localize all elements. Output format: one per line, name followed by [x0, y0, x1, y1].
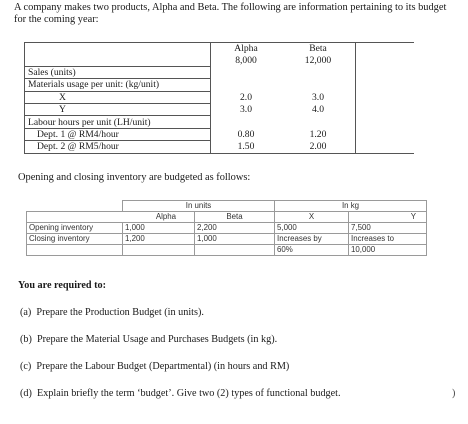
col-header-beta: Beta	[281, 43, 356, 55]
dept2-alpha: 1.50	[211, 141, 282, 153]
group-header-units: In units	[123, 201, 275, 212]
col-header-x: X	[275, 212, 349, 223]
material-y-beta: 4.0	[312, 104, 324, 116]
col-header-alpha: Alpha	[27, 212, 195, 223]
dept2-label: Dept. 2 @ RM5/hour	[25, 141, 211, 153]
opening-y: 7,500	[349, 223, 427, 234]
table-row	[27, 234, 427, 245]
closing-x: Increases by	[275, 234, 349, 245]
table-row	[25, 79, 415, 91]
sales-beta: 12,000	[304, 54, 332, 66]
table-row	[25, 103, 415, 115]
table-row	[25, 141, 415, 153]
closing-y: Increases to	[349, 234, 427, 245]
table-row	[25, 43, 415, 55]
closing-y-cont: 10,000	[349, 245, 427, 256]
question-c: (c) Prepare the Labour Budget (Departmental) (in hours and RM)	[20, 361, 290, 372]
table-row	[25, 66, 415, 78]
sales-label: Sales (units)	[25, 66, 211, 78]
opening-x: 5,000	[275, 223, 349, 234]
sales-alpha: 8,000	[235, 54, 257, 66]
material-x-alpha: 2.0	[240, 91, 252, 103]
question-a: (a) Prepare the Production Budget (in units).	[20, 307, 204, 318]
materials-label: Materials usage per unit: (kg/unit)	[25, 79, 211, 91]
material-x-label: X	[25, 91, 211, 103]
inventory-caption: Opening and closing inventory are budgeted as follows:	[18, 172, 251, 183]
col-header-beta: Beta	[195, 212, 275, 223]
dept1-label: Dept. 1 @ RM4/hour	[25, 128, 211, 140]
material-y-label: Y	[25, 103, 211, 115]
closing-beta: 1,000	[195, 234, 275, 245]
col-header-y: Y	[349, 212, 427, 223]
dept1-alpha: 0.80	[237, 128, 255, 140]
table-row	[27, 245, 427, 256]
labour-label: Labour hours per unit (LH/unit)	[25, 116, 211, 128]
dept1-beta: 1.20	[309, 128, 327, 140]
question-d: (d) Explain briefly the term ‘budget’. Give two (2) types of functional budget.	[20, 388, 341, 399]
material-y-alpha: 3.0	[240, 104, 252, 116]
closing-x-cont: 60%	[275, 245, 349, 256]
closing-alpha: 1,200	[123, 234, 195, 245]
required-heading: You are required to:	[18, 280, 107, 291]
opening-beta: 2,200	[195, 223, 275, 234]
dept2-beta: 2.00	[281, 141, 356, 153]
col-header-alpha: Alpha	[211, 43, 282, 55]
opening-label: Opening inventory	[27, 223, 123, 234]
group-header-kg: In kg	[275, 201, 427, 212]
table-row	[27, 201, 427, 212]
table-row	[27, 223, 427, 234]
opening-alpha: 1,000	[123, 223, 195, 234]
table-row	[25, 128, 415, 140]
material-x-beta: 3.0	[312, 91, 324, 103]
table-row	[27, 212, 427, 223]
intro-paragraph: A company makes two products, Alpha and Beta. The following are information pertaining to its budget for the coming year:	[14, 2, 447, 26]
question-b: (b) Prepare the Material Usage and Purchases Budgets (in kg).	[20, 334, 278, 345]
trailing-mark: )	[452, 388, 456, 399]
table-row	[25, 91, 415, 103]
inventory-table	[26, 200, 427, 256]
budget-table	[24, 42, 414, 154]
table-row	[25, 116, 415, 128]
table-row	[25, 54, 415, 66]
closing-label: Closing inventory	[27, 234, 123, 245]
